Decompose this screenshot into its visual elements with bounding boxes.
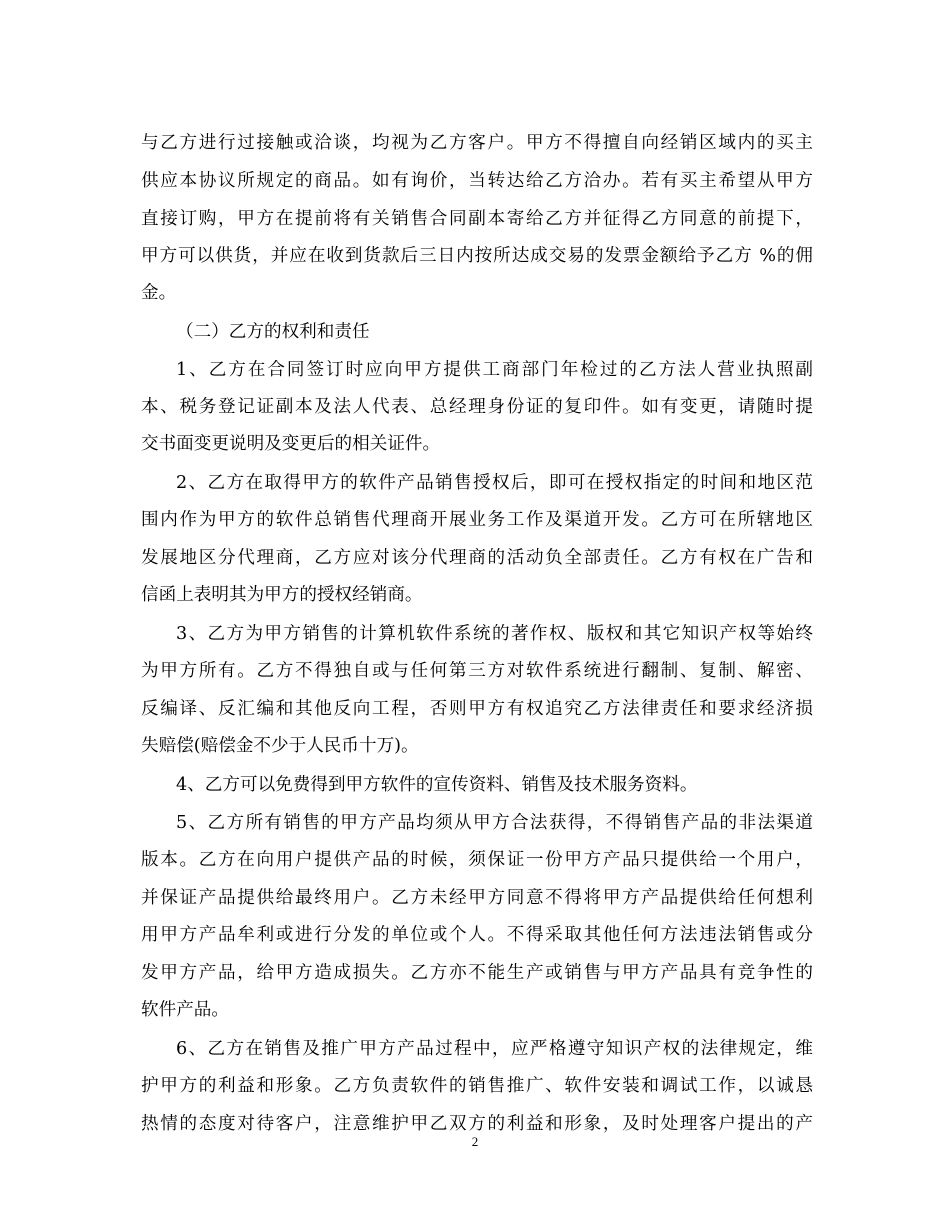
body-text-line: 并保证产品提供给最终用户。乙方未经甲方同意不得将甲方产品提供给任何想利 — [141, 888, 813, 908]
body-text-line: 与乙方进行过接触或洽谈，均视为乙方客户。甲方不得擅自向经销区域内的买主 — [141, 133, 813, 153]
body-text-line: 围内作为甲方的软件总销售代理商开展业务工作及渠道开发。乙方可在所辖地区 — [141, 510, 813, 530]
page-number: 2 — [471, 1134, 479, 1149]
body-text-line: 护甲方的利益和形象。乙方负责软件的销售推广、软件安装和调试工作，以诚恳 — [141, 1076, 813, 1096]
section-heading: （二）乙方的权利和责任 — [176, 322, 370, 342]
body-text-line: 本、税务登记证副本及法人代表、总经理身份证的复印件。如有变更，请随时提 — [141, 397, 813, 417]
body-text-line: 为甲方所有。乙方不得独自或与任何第三方对软件系统进行翻制、复制、解密、 — [141, 661, 813, 681]
body-text-line: 发甲方产品，给甲方造成损失。乙方亦不能生产或销售与甲方产品具有竞争性的 — [141, 963, 813, 983]
body-text-line: 失赔偿(赔偿金不少于人民币十万)。 — [141, 736, 419, 756]
body-text-line: 供应本协议所规定的商品。如有询价，当转达给乙方洽办。若有买主希望从甲方 — [141, 171, 813, 191]
body-text-line: 金。 — [141, 283, 177, 303]
body-text-line: 软件产品。 — [141, 1000, 229, 1020]
body-text-line: 交书面变更说明及变更后的相关证件。 — [141, 434, 441, 454]
body-text-line: 1、乙方在合同签订时应向甲方提供工商部门年检过的乙方法人营业执照副 — [176, 360, 813, 380]
body-text-line: 6、乙方在销售及推广甲方产品过程中，应严格遵守知识产权的法律规定，维 — [176, 1039, 813, 1059]
body-text-line: 发展地区分代理商，乙方应对该分代理商的活动负全部责任。乙方有权在广告和 — [141, 548, 813, 568]
body-text-line: 直接订购，甲方在提前将有关销售合同副本寄给乙方并征得乙方同意的前提下， — [141, 209, 813, 229]
body-text-line: 信函上表明其为甲方的授权经销商。 — [141, 585, 423, 605]
body-text-line: 4、乙方可以免费得到甲方软件的宣传资料、销售及技术服务资料。 — [176, 775, 698, 795]
body-text-line: 用甲方产品牟利或进行分发的单位或个人。不得采取其他任何方法违法销售或分 — [141, 925, 813, 945]
body-text-line: 甲方可以供货，并应在收到货款后三日内按所达成交易的发票金额给予乙方 %的佣 — [141, 246, 813, 266]
body-text-line: 反编译、反汇编和其他反向工程，否则甲方有权追究乙方法律责任和要求经济损 — [141, 699, 813, 719]
body-text-line: 热情的态度对待客户，注意维护甲乙双方的利益和形象，及时处理客户提出的产 — [141, 1114, 813, 1134]
body-text-line: 3、乙方为甲方销售的计算机软件系统的著作权、版权和其它知识产权等始终 — [176, 624, 813, 644]
body-text-line: 2、乙方在取得甲方的软件产品销售授权后，即可在授权指定的时间和地区范 — [176, 473, 813, 493]
body-text-line: 5、乙方所有销售的甲方产品均须从甲方合法获得，不得销售产品的非法渠道 — [176, 813, 813, 833]
body-text-line: 版本。乙方在向用户提供产品的时候，须保证一份甲方产品只提供给一个用户， — [141, 850, 813, 870]
